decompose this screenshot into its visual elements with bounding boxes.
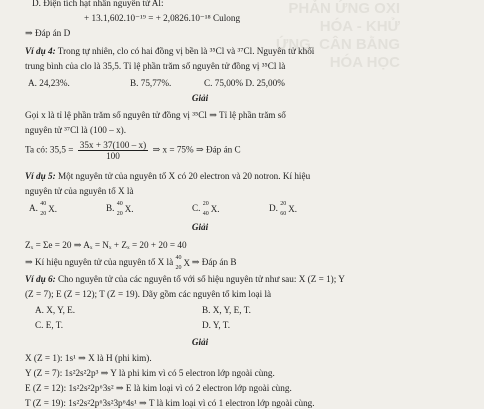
ex5-option-a: A. 40 20 X. (29, 201, 57, 217)
ex4-solution-line-1: Gọi x là tỉ lệ phần trăm số nguyên tử đồng vị ³⁵Cl ⇒ Tỉ lệ phần trăm số (25, 110, 286, 120)
ex6-solution-line-2: Y (Z = 7): 1s²2s²2p³ ⇒ Y là phi kim vì có 5 electron lớp ngoài cùng. (25, 368, 275, 378)
ex5-answer-nuclide: 40 20 X (175, 255, 190, 271)
top-answer: ⇒ Đáp án D (25, 28, 71, 38)
ex5-option-d: D. 20 60 X. (269, 201, 297, 217)
ex4-question-line-1: Ví dụ 4: Trong tự nhiên, clo có hai đồng vị bền là ³⁵Cl và ³⁷Cl. Nguyên tử khối (25, 46, 315, 56)
watermark: PHẢN ỨNG OXI HÓA - KHỬ ỨNG. CÂN BẰNG HÓA HỌC (275, 0, 400, 71)
ex4-solution-heading: Giải (191, 93, 209, 103)
ex5-solution-line-1: Zₓ = Σe = 20 ⇒ Aₓ = Nₓ + Zₓ = 20 + 20 = 40 (25, 240, 187, 250)
ex6-question-line-1: Ví dụ 6: Cho nguyên tử của các nguyên tố với số hiệu nguyên tử như sau: X (Z = 1); Y (25, 274, 345, 284)
ex5-solution-heading: Giải (191, 222, 209, 232)
ex5-solution-line-2: ⇒ Kí hiệu nguyên tử của nguyên tố X là 40 20 X ⇒ Đáp án B (25, 255, 237, 271)
ex5-option-c: C. 20 40 X. (192, 201, 220, 217)
ex6-option-d: D. Y, T. (202, 320, 230, 330)
ex4-option-a: A. 24,23%. (28, 78, 70, 88)
ex4-option-b: B. 75,77%. (130, 78, 172, 88)
ex6-solution-heading: Giải (191, 337, 209, 347)
ex4-question-line-2: trung bình của clo là 35,5. Tỉ lệ phần trăm số nguyên tử đồng vị ³⁵Cl là (25, 61, 286, 71)
ex6-solution-line-1: X (Z = 1): 1s¹ ⇒ X là H (phi kim). (25, 353, 152, 363)
ex5-question-line-1: Ví dụ 5: Một nguyên tử của nguyên tố X có 20 electron và 20 notron. Kí hiệu (25, 171, 311, 181)
ex4-equation: Ta có: 35,5 = $\frac{35x + 37(100 - x)}{100}$ ⇒ x = 75% ⇒ Đáp án C (25, 140, 241, 161)
ex6-option-a: A. X, Y, E. (35, 305, 76, 315)
ex4-solution-line-2: nguyên tử ³⁷Cl là (100 – x). (25, 125, 127, 135)
ex6-option-b: B. X, Y, E, T. (202, 305, 251, 315)
ex6-solution-line-4: T (Z = 19): 1s²2s²2p⁶3s²3p⁶4s¹ ⇒ T là kim loại vì có 1 electron lớp ngoài cùng. (25, 398, 315, 408)
ex6-options-row-1 (25, 305, 425, 317)
top-line-1: D. Điện tích hạt nhân nguyên tử Al: (32, 0, 164, 8)
ex5-options (25, 202, 425, 218)
top-line-2: + 13.1,602.10⁻¹⁹ = + 2,0826.10⁻¹⁸ Culong (84, 13, 241, 23)
ex6-options-row-2 (25, 320, 425, 332)
ex4-fraction: $\frac{35x + 37(100 - x)}{100}$ (79, 140, 147, 161)
ex4-option-c: C. 75,00% D. 25,00% (204, 78, 285, 88)
ex4-options (25, 78, 425, 90)
ex5-option-b: B. 40 20 X. (106, 201, 134, 217)
ex6-question-line-2: (Z = 7); E (Z = 12); T (Z = 19). Dãy gồm các nguyên tố kim loại là (25, 289, 272, 299)
ex5-question-line-2: nguyên tử của nguyên tố X là (25, 186, 134, 196)
ex6-solution-line-3: E (Z = 12): 1s²2s²2p⁶3s² ⇒ E là kim loại vì có 2 electron lớp ngoài cùng. (25, 383, 292, 393)
ex6-option-c: C. E, T. (35, 320, 63, 330)
